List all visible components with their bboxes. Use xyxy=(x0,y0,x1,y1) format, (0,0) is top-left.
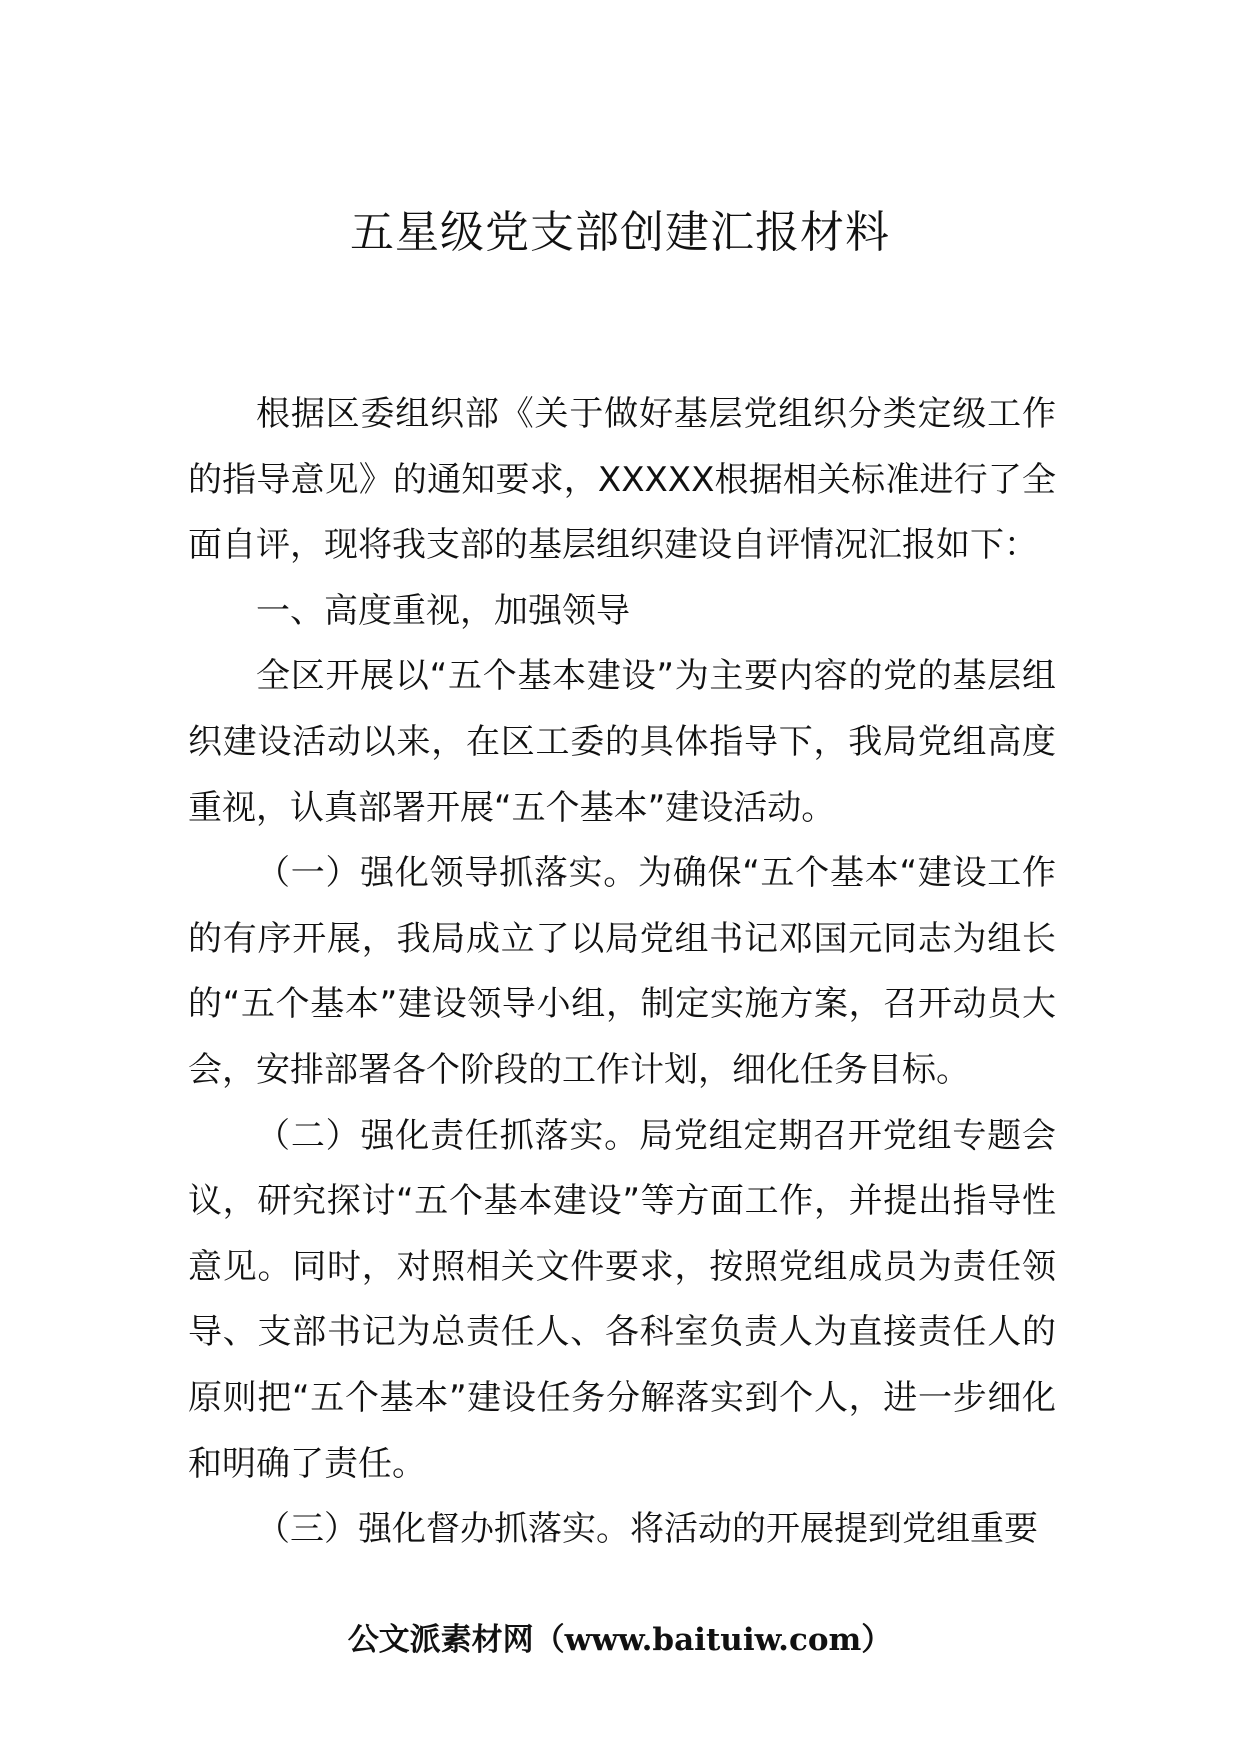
footer-watermark: 公文派素材网（www.baituiw.com） xyxy=(347,1622,893,1658)
paragraph-intro: 根据区委组织部《关于做好基层党组织分类定级工作的指导意见》的通知要求，XXXXX根据相关标准进行了全面自评，现将我支部的基层组织建设自评情况汇报如下： xyxy=(188,394,1056,566)
paragraph-item-3: （三）强化督办抓落实。将活动的开展提到党组重要 xyxy=(256,1509,1038,1550)
paragraph-item-1: （一）强化领导抓落实。为确保“五个基本“建设工作的有序开展，我局成立了以局党组书记邓国元同志为组长的“五个基本”建设领导小组，制定实施方案，召开动员大会，安排部署各个阶段的工作计划，细化任务目标。 xyxy=(188,853,1056,1090)
document-title: 五星级党支部创建汇报材料 xyxy=(350,207,890,258)
section-heading-1: 一、高度重视，加强领导 xyxy=(256,590,630,631)
paragraph-overview: 全区开展以“五个基本建设”为主要内容的党的基层组织建设活动以来，在区工委的具体指导下，我局党组高度重视，认真部署开展“五个基本”建设活动。 xyxy=(188,656,1056,828)
paragraph-item-2: （二）强化责任抓落实。局党组定期召开党组专题会议，研究探讨“五个基本建设”等方面工作，并提出指导性意见。同时，对照相关文件要求，按照党组成员为责任领导、支部书记为总责任人、各科室负责人为直接责任人的原则把“五个基本”建设任务分解落实到个人，进一步细化和明确了责任。 xyxy=(188,1115,1056,1484)
document-body xyxy=(188,382,1056,1563)
